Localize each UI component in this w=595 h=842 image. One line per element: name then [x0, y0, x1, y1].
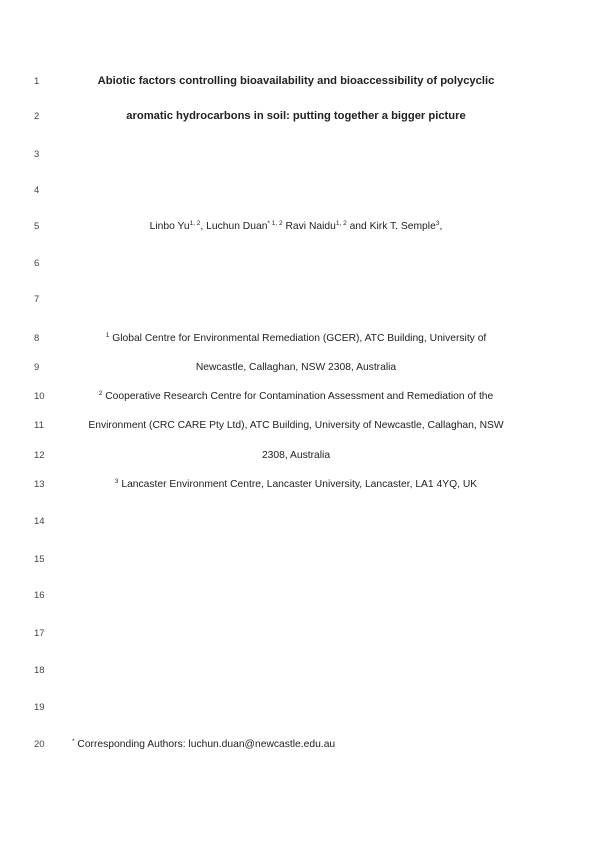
author-separator: and — [346, 221, 370, 232]
line-number: 13 — [34, 479, 45, 490]
author-list — [68, 220, 524, 233]
affiliation-1-line-1 — [68, 332, 524, 345]
author-name: Luchun Duan — [206, 221, 268, 232]
affiliation-1-line-2: Newcastle, Callaghan, NSW 2308, Australia — [195, 362, 397, 373]
affiliation-mark: 2 — [98, 390, 103, 397]
affiliation-2-line-3: 2308, Australia — [261, 450, 331, 461]
line-number: 4 — [34, 185, 40, 196]
line-number: 10 — [34, 391, 45, 402]
line-number: 6 — [34, 258, 40, 269]
line-number: 16 — [34, 590, 45, 601]
line-number: 3 — [34, 149, 40, 160]
author-separator: , — [439, 221, 443, 232]
author-name: Kirk T. Semple — [369, 221, 436, 232]
line-number: 7 — [34, 294, 40, 305]
line-number: 5 — [34, 221, 40, 232]
line-number: 11 — [34, 420, 44, 431]
line-number: 2 — [34, 111, 40, 122]
paper-title-line-1: Abiotic factors controlling bioavailability and bioaccessibility of polycyclic — [97, 75, 495, 87]
affiliation-mark: 3 — [114, 478, 119, 485]
author-affiliation-mark: 3 — [435, 220, 440, 227]
paper-title-line-2: aromatic hydrocarbons in soil: putting together a bigger picture — [126, 110, 466, 122]
line-number: 18 — [34, 665, 45, 676]
author-affiliation-mark: * 1, 2 — [267, 220, 283, 227]
affiliation-2-line-2: Environment (CRC CARE Pty Ltd), ATC Building, University of Newcastle, Callaghan, NSW — [88, 420, 504, 431]
line-number: 9 — [34, 362, 40, 373]
line-number: 20 — [34, 739, 45, 750]
line-number: 14 — [34, 516, 45, 527]
line-number: 19 — [34, 702, 45, 713]
line-number: 8 — [34, 333, 40, 344]
corresponding-mark: * — [72, 738, 75, 745]
affiliation-text: Global Centre for Environmental Remediation (GCER), ATC Building, University of — [109, 333, 487, 344]
line-number: 15 — [34, 554, 45, 565]
line-number: 17 — [34, 628, 45, 639]
line-number: 1 — [34, 76, 40, 87]
affiliation-mark: 1 — [105, 332, 110, 339]
affiliation-text: Cooperative Research Centre for Contamination Assessment and Remediation of the — [102, 391, 494, 402]
corresponding-text: Corresponding Authors: luchun.duan@newcastle.edu.au — [74, 739, 336, 750]
author-affiliation-mark: 1, 2 — [189, 220, 201, 227]
author-separator: , — [200, 221, 207, 232]
affiliation-2-line-1 — [68, 390, 524, 403]
author-name: Ravi Naidu — [285, 221, 336, 232]
author-name: Linbo Yu — [149, 221, 190, 232]
affiliation-3-line-1 — [68, 478, 524, 491]
affiliation-text: Lancaster Environment Centre, Lancaster University, Lancaster, LA1 4YQ, UK — [118, 479, 478, 490]
author-affiliation-mark: 1, 2 — [335, 220, 347, 227]
corresponding-author — [72, 738, 528, 751]
line-number: 12 — [34, 450, 45, 461]
